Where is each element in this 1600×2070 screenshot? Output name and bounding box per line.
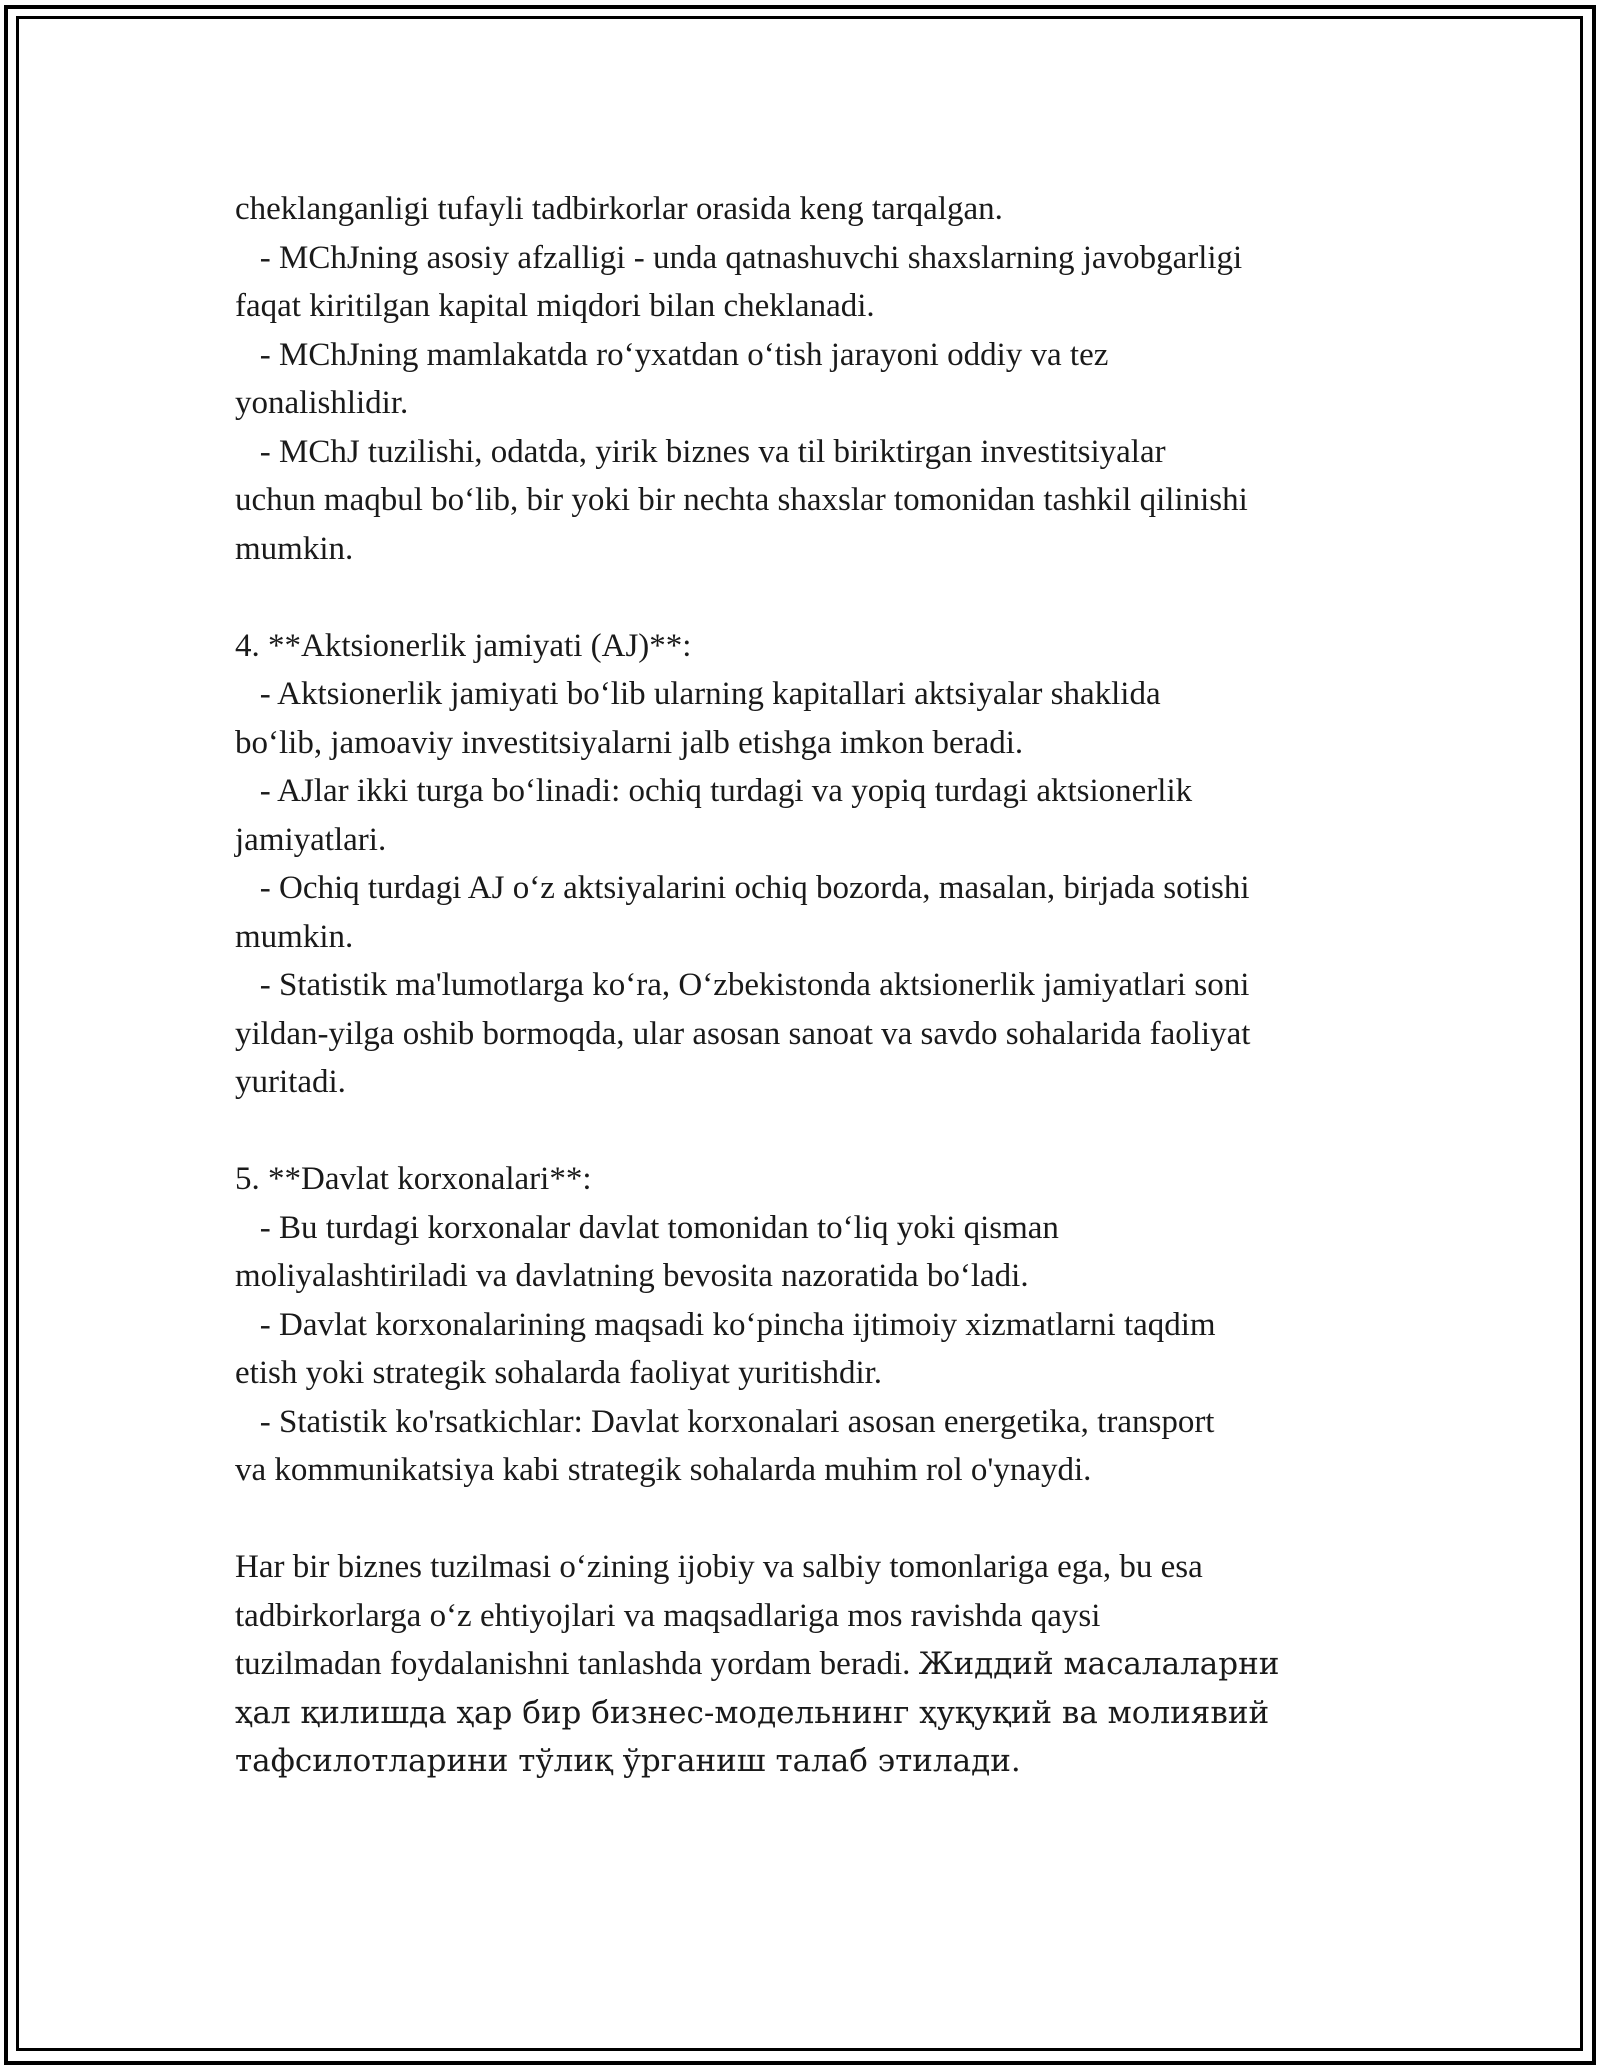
- list-item-state-funding: - Bu turdagi korxonalar davlat tomonidan to‘liq yoki qisman: [235, 1209, 1059, 1246]
- conclusion-cyrillic-text: Жиддий масалаларни: [918, 1646, 1280, 1682]
- text-line: mumkin.: [235, 530, 354, 567]
- conclusion-line: Har bir biznes tuzilmasi o‘zining ijobiy va salbiy tomonlariga ega, bu esa: [235, 1549, 1203, 1585]
- text-line: jamiyatlari.: [235, 821, 387, 858]
- conclusion-line: [235, 1640, 1415, 1689]
- conclusion-line: tadbirkorlarga o‘z ehtiyojlari va maqsadlariga mos ravishda qaysi: [235, 1597, 1101, 1634]
- paragraph-spacer: [235, 1107, 1415, 1156]
- list-item-state-statistics: - Statistik ko'rsatkichlar: Davlat korxonalari asosan energetika, transport: [235, 1403, 1215, 1440]
- list-item-aj-statistics: - Statistik ma'lumotlarga ko‘ra, O‘zbekistonda aktsionerlik jamiyatlari soni: [235, 967, 1250, 1003]
- text-line: yonalishlidir.: [235, 385, 409, 421]
- conclusion-line: ҳал қилишда ҳар бир бизнес-модельнинг ҳуқуқий ва молиявий: [235, 1694, 1270, 1731]
- list-item-mchj-registration: - MChJning mamlakatda ro‘yxatdan o‘tish jarayoni oddiy va tez: [235, 336, 1109, 373]
- text-line: yildan-yilga oshib bormoqda, ular asosan sanoat va savdo sohalarida faoliyat: [235, 1015, 1251, 1052]
- list-item-aj-open: - Ochiq turdagi AJ o‘z aktsiyalarini ochiq bozorda, masalan, birjada sotishi: [235, 870, 1250, 906]
- text-line: faqat kiritilgan kapital miqdori bilan cheklanadi.: [235, 288, 875, 324]
- list-item-state-purpose: - Davlat korxonalarining maqsadi ko‘pincha ijtimoiy xizmatlarni taqdim: [235, 1306, 1216, 1343]
- paragraph-spacer: [235, 1495, 1415, 1544]
- section-heading-aj: 4. **Aktsionerlik jamiyati (AJ)**:: [235, 627, 692, 664]
- text-line: moliyalashtiriladi va davlatning bevosita nazoratida bo‘ladi.: [235, 1258, 1029, 1294]
- list-item-aj-types: - AJlar ikki turga bo‘linadi: ochiq turdagi va yopiq turdagi aktsionerlik: [235, 773, 1193, 809]
- paragraph-spacer: [235, 573, 1415, 622]
- document-body: [235, 185, 1415, 1786]
- text-line: va kommunikatsiya kabi strategik sohalarda muhim rol o'ynaydi.: [235, 1452, 1092, 1488]
- list-item-mchj-advantage: - MChJning asosiy afzalligi - unda qatnashuvchi shaxslarning javobgarligi: [235, 239, 1243, 276]
- list-item-mchj-structure: - MChJ tuzilishi, odatda, yirik biznes va til biriktirgan investitsiyalar: [235, 433, 1166, 470]
- conclusion-latin-text: tuzilmadan foydalanishni tanlashda yordam beradi.: [235, 1646, 919, 1682]
- list-item-aj-definition: - Aktsionerlik jamiyati bo‘lib ularning kapitallari aktsiyalar shaklida: [235, 676, 1161, 712]
- section-heading-state-enterprises: 5. **Davlat korxonalari**:: [235, 1161, 592, 1197]
- text-line: etish yoki strategik sohalarda faoliyat yuritishdir.: [235, 1355, 883, 1391]
- conclusion-line: тафсилотларини тўлиқ ўрганиш талаб этилади.: [235, 1743, 1021, 1779]
- text-line: yuritadi.: [235, 1064, 346, 1100]
- text-line: cheklanganligi tufayli tadbirkorlar orasida keng tarqalgan.: [235, 191, 1003, 227]
- text-line: mumkin.: [235, 918, 354, 955]
- text-line: uchun maqbul bo‘lib, bir yoki bir nechta shaxslar tomonidan tashkil qilinishi: [235, 482, 1248, 518]
- text-line: bo‘lib, jamoaviy investitsiyalarni jalb etishga imkon beradi.: [235, 724, 1024, 761]
